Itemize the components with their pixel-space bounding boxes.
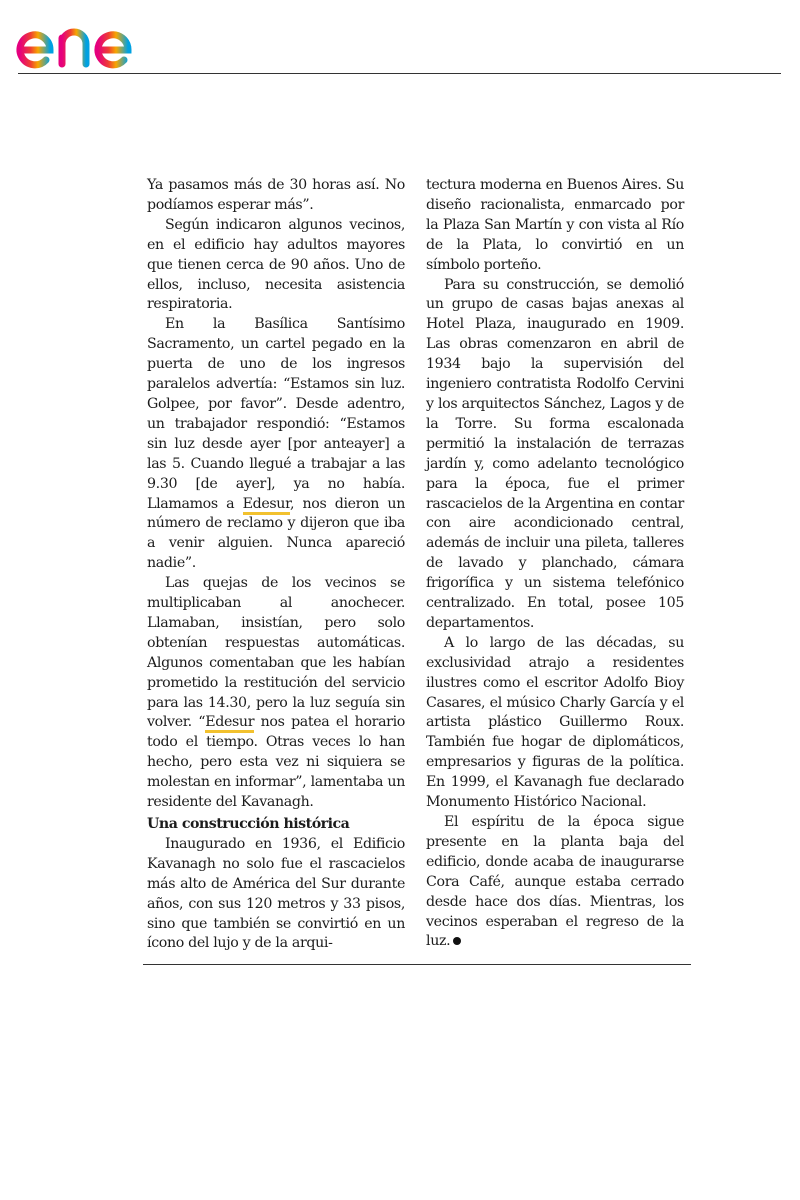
paragraph: Según indicaron algunos vecinos, en el edificio hay adultos mayores que tienen cerca de 90 años. Uno de ellos, incluso, necesita asistencia respiratoria. [147,216,405,313]
paragraph: En la Basílica Santísimo Sacramento, un cartel pegado en la puerta de uno de los ingresos paralelos advertía: “Estamos sin luz. Golpee, por favor”. Desde adentro, un trabajador respondió: “Estamos sin luz desde ayer [por anteayer] a las 5. Cuando llegué a trabajar a las 9.30 [de ayer], ya no había. Llamamos a Edesur, nos dieron un número de reclamo y dijeron que iba a venir alguien. Nunca apareció nadie”. [147,316,405,572]
paragraph: A lo largo de las décadas, su exclusividad atrajo a residentes ilustres como el escritor Adolfo Bioy Casares, el músico Charly García y el artista plástico Guillermo Roux. También fue hogar de diplomáticos, empresarios y figuras de la política. En 1999, el Kavanagh fue declarado Monumento Histórico Nacional. [426,634,684,811]
clipping-bottom-divider [143,964,691,965]
paragraph: tectura moderna en Buenos Aires. Su diseño racionalista, enmarcado por la Plaza San Martín y con vista al Río de la Plata, lo convirtió en un símbolo porteño. [426,177,684,273]
section-subheading: Una construcción histórica [147,816,350,832]
highlighted-term-edesur: Edesur [243,496,290,515]
paragraph: Para su construcción, se demolió un grupo de casas bajas anexas al Hotel Plaza, inaugurado en 1909. Las obras comenzaron en abril de 1934 bajo la supervisión del ingeniero contratista Rodolfo Cervini y los arquitectos Sánchez, Lagos y de la Torre. Su forma escalonada permitió la instalación de terrazas jardín y, como adelanto tecnológico para la época, fue el primer rascacielos de la Argentina en contar con aire acondicionado central, además de incluir una pileta, talleres de lavado y planchado, cámara frigorífica y un sistema telefónico centralizado. En total, posee 105 departamentos. [426,276,684,631]
paragraph: El espíritu de la época sigue presente en la planta baja del edificio, donde acaba de inaugurarse Cora Café, aunque estaba cerrado desde hace dos días. Mientras, los vecinos esperaban el regreso de la luz. [426,814,684,950]
paragraph: Las quejas de los vecinos se multiplicaban al anochecer. Llamaban, insistían, pero solo obtenían respuestas automáticas. Algunos comentaban que les habían prometido la restitución del servicio para las 14.30, pero la luz seguía sin volver. “Edesur nos patea el horario todo el tiempo. Otras veces lo han hecho, pero esta vez ni siquiera se molestan en informar”, lamentaba un residente del Kavanagh. [147,575,405,811]
paragraph: Ya pasamos más de 30 horas así. No podíamos esperar más”. [147,177,405,213]
paragraph: Inaugurado en 1936, el Edificio Kavanagh no solo fue el rascacielos más alto de América del Sur durante años, con sus 120 metros y 33 pisos, sino que también se convirtió en un ícono del lujo y de la arqui- [147,835,405,952]
enel-logo [14,8,174,70]
newspaper-clipping [143,172,691,964]
end-of-article-dot [453,937,461,945]
article-column-left [147,176,405,954]
header-divider [18,73,781,74]
article-column-right [426,176,684,952]
highlighted-term-edesur: Edesur [205,714,254,733]
